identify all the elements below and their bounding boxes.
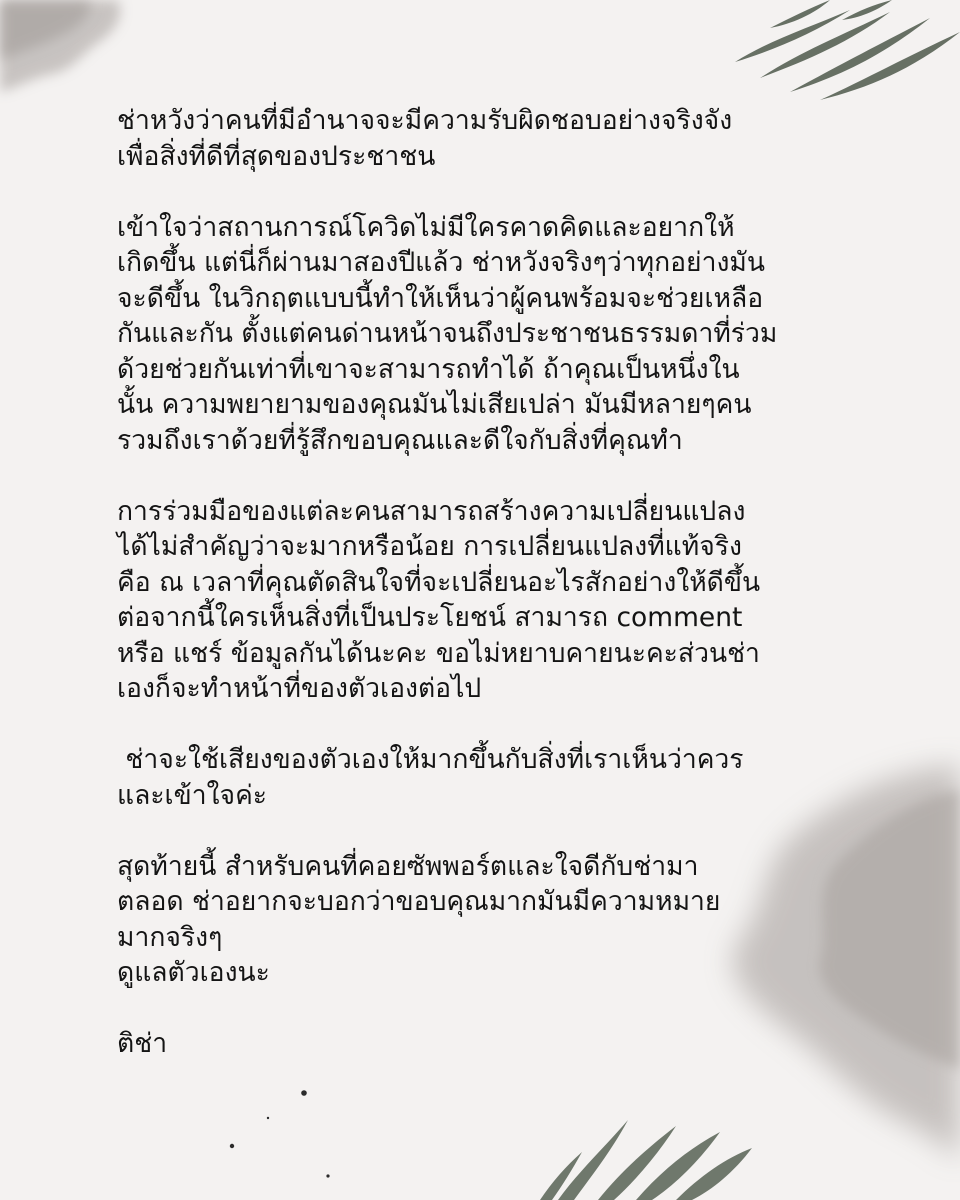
text-line: เองก็จะทำหน้าที่ของตัวเองต่อไป bbox=[117, 673, 482, 704]
text-line: ได้ไม่สำคัญว่าจะมากหรือน้อย การเปลี่ยนแปลงที่แท้จริง bbox=[117, 531, 742, 562]
text-line: หรือ แชร์ ข้อมูลกันได้นะคะ ขอไม่หยาบคายนะคะส่วนช่า bbox=[117, 637, 760, 669]
text-line: ตลอด ช่าอยากจะบอกว่าขอบคุณมากมันมีความหมาย bbox=[117, 886, 721, 917]
text-line: เกิดขึ้น แต่นี่ก็ผ่านมาสองปีแล้ว ช่าหวังจริงๆว่าทุกอย่างมัน bbox=[117, 247, 765, 278]
text-line: เพื่อสิ่งที่ดีที่สุดของประชาชน bbox=[117, 140, 436, 172]
top-left-watercolor bbox=[0, 0, 120, 92]
paragraph bbox=[117, 210, 852, 459]
text-line: ดูแลตัวเองนะ bbox=[117, 957, 270, 988]
text-line: รวมถึงเราด้วยที่รู้สึกขอบคุณและดีใจกับสิ่งที่คุณทำ bbox=[117, 424, 683, 456]
paragraph bbox=[117, 849, 852, 991]
text-line: ช่าจะใช้เสียงของตัวเองให้มากขึ้นกับสิ่งที่เราเห็นว่าควร bbox=[117, 744, 744, 775]
text-line: สุดท้ายนี้ สำหรับคนที่คอยซัพพอร์ตและใจดีกับช่ามา bbox=[117, 850, 699, 882]
paragraph bbox=[117, 103, 852, 174]
text-line: ด้วยช่วยกันเท่าที่เขาจะสามารถทำได้ ถ้าคุณเป็นหนึ่งใน bbox=[117, 353, 740, 385]
paragraph bbox=[117, 742, 852, 813]
text-line: กันและกัน ตั้งแต่คนด่านหน้าจนถึงประชาชนธรรมดาที่ร่วม bbox=[117, 318, 778, 349]
text-line: นั้น ความพยายามของคุณมันไม่เสียเปล่า มันมีหลายๆคน bbox=[117, 389, 752, 420]
text-line: มากจริงๆ bbox=[117, 921, 223, 953]
text-line: จะดีขึ้น ในวิกฤตแบบนี้ทำให้เห็นว่าผู้คนพร้อมจะช่วยเหลือ bbox=[117, 282, 764, 314]
text-line: คือ ณ เวลาที่คุณตัดสินใจที่จะเปลี่ยนอะไรสักอย่างให้ดีขึ้น bbox=[117, 566, 761, 598]
text-line: ต่อจากนี้ใครเห็นสิ่งที่เป็นประโยชน์ สามารถ comment bbox=[117, 602, 743, 633]
bottom-palm-leaves-icon bbox=[540, 1120, 752, 1200]
ink-speckles bbox=[230, 1090, 330, 1177]
text-line: เข้าใจว่าสถานการณ์โควิดไม่มีใครคาดคิดและอยากให้ bbox=[117, 211, 735, 243]
top-right-palm-leaves-icon bbox=[735, 0, 960, 100]
paragraph bbox=[117, 494, 852, 707]
signature: ติช่า bbox=[117, 1028, 168, 1059]
letter-body bbox=[117, 103, 852, 1062]
text-line: ช่าหวังว่าคนที่มีอำนาจจะมีความรับผิดชอบอย่างจริงจัง bbox=[117, 105, 733, 136]
text-line: และเข้าใจค่ะ bbox=[117, 779, 268, 811]
text-line: การร่วมมือของแต่ละคนสามารถสร้างความเปลี่ยนแปลง bbox=[117, 495, 746, 527]
